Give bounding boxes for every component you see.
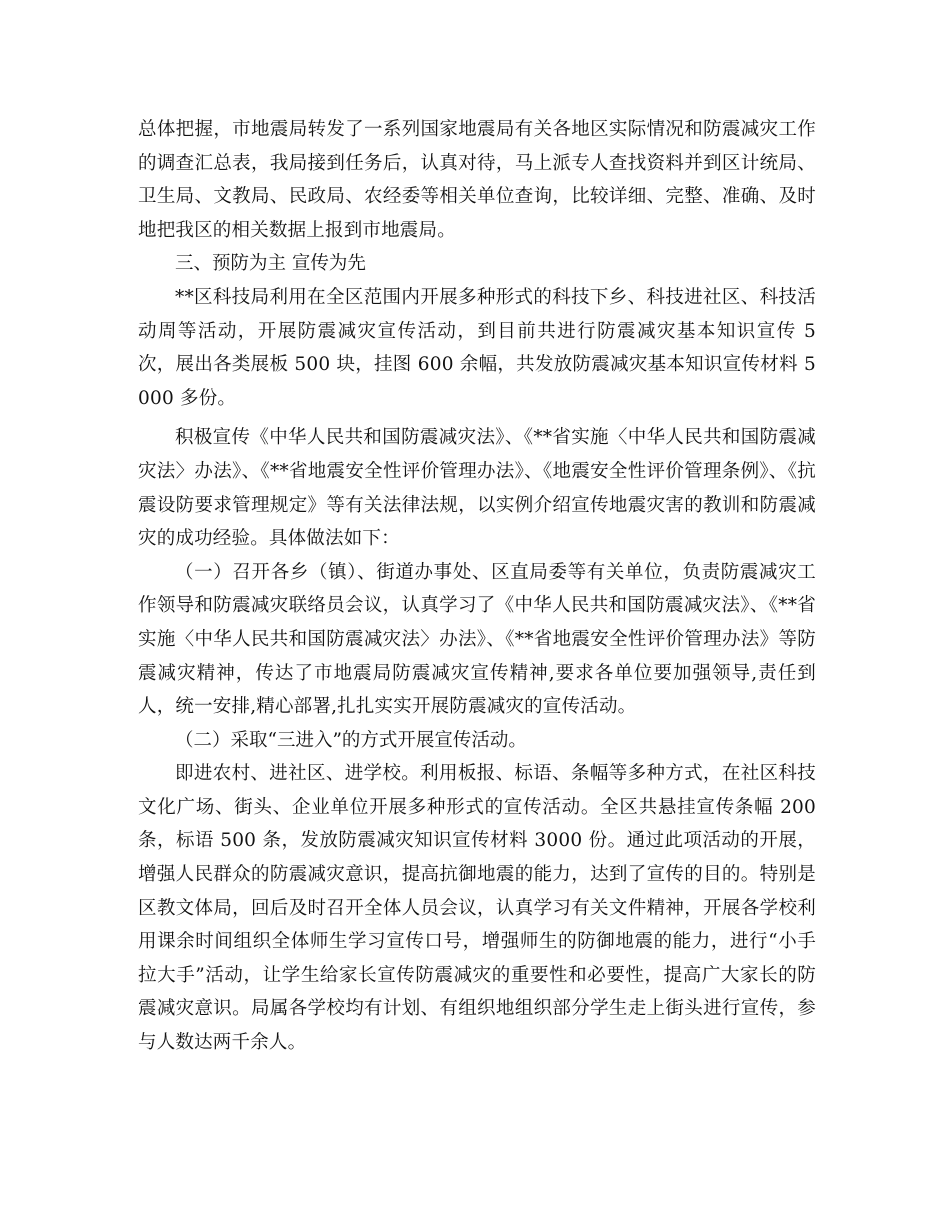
section-heading-prevention: 三、预防为主 宣传为先 — [175, 253, 366, 275]
paragraph-item-one-meeting: （一）召开各乡（镇）、街道办事处、区直局委等有关单位，负责防震减灾工作领导和防震减灾联络员会议，认真学习了《中华人民共和国防震减灾法》、《**省实施〈中华人民共和国防震减灾法〉办法》、《**省地震安全性评价管理办法》等防震减灾精神，传达了市地震局防震减灾宣传精神,要求各单位要加强领导,责任到人，统一安排,精心部署,扎扎实实开展防震减灾的宣传活动。 — [138, 561, 816, 718]
paragraph-summary-report: 总体把握，市地震局转发了一系列国家地震局有关各地区实际情况和防震减灾工作的调查汇总表，我局接到任务后，认真对待，马上派专人查找资料并到区计统局、卫生局、文教局、民政局、农经委等相关单位查询，比较详细、完整、准确、及时地把我区的相关数据上报到市地震局。 — [138, 119, 816, 241]
paragraph-tech-bureau-activities: **区科技局利用在全区范围内开展多种形式的科技下乡、科技进社区、科技活动周等活动，开展防震减灾宣传活动，到目前共进行防震减灾基本知识宣传 5 次，展出各类展板 500 块，挂图 600 余幅，共发放防震减灾基本知识宣传材料 5000 多份。 — [138, 286, 816, 409]
paragraph-law-publicity: 积极宣传《中华人民共和国防震减灾法》、《**省实施〈中华人民共和国防震减灾法〉办法》、《**省地震安全性评价管理办法》、《地震安全性评价管理条例》、《抗震设防要求管理规定》等有关法律法规，以实例介绍宣传地震灾害的教训和防震减灾的成功经验。具体做法如下： — [138, 427, 816, 550]
document-page — [138, 113, 816, 1060]
subheading-three-entries: （二）采取“三进入”的方式开展宣传活动。 — [175, 729, 527, 751]
paragraph-three-entries-detail: 即进农村、进社区、进学校。利用板报、标语、条幅等多种方式，在社区科技文化广场、街头、企业单位开展多种形式的宣传活动。全区共悬挂宣传条幅 200 条，标语 500 条，发放防震减灾知识宣传材料 3000 份。通过此项活动的开展，增强人民群众的防震减灾意识，提高抗御地震的能力，达到了宣传的目的。特别是区教文体局，回后及时召开全体人员会议，认真学习有关文件精神，开展各学校利用课余时间组织全体师生学习宣传口号，增强师生的防御地震的能力，进行“小手拉大手”活动，让学生给家长宣传防震减灾的重要性和必要性，提高广大家长的防震减灾意识。局属各学校均有计划、有组织地组织部分学生走上街头进行宣传，参与人数达两千余人。 — [138, 763, 816, 1054]
